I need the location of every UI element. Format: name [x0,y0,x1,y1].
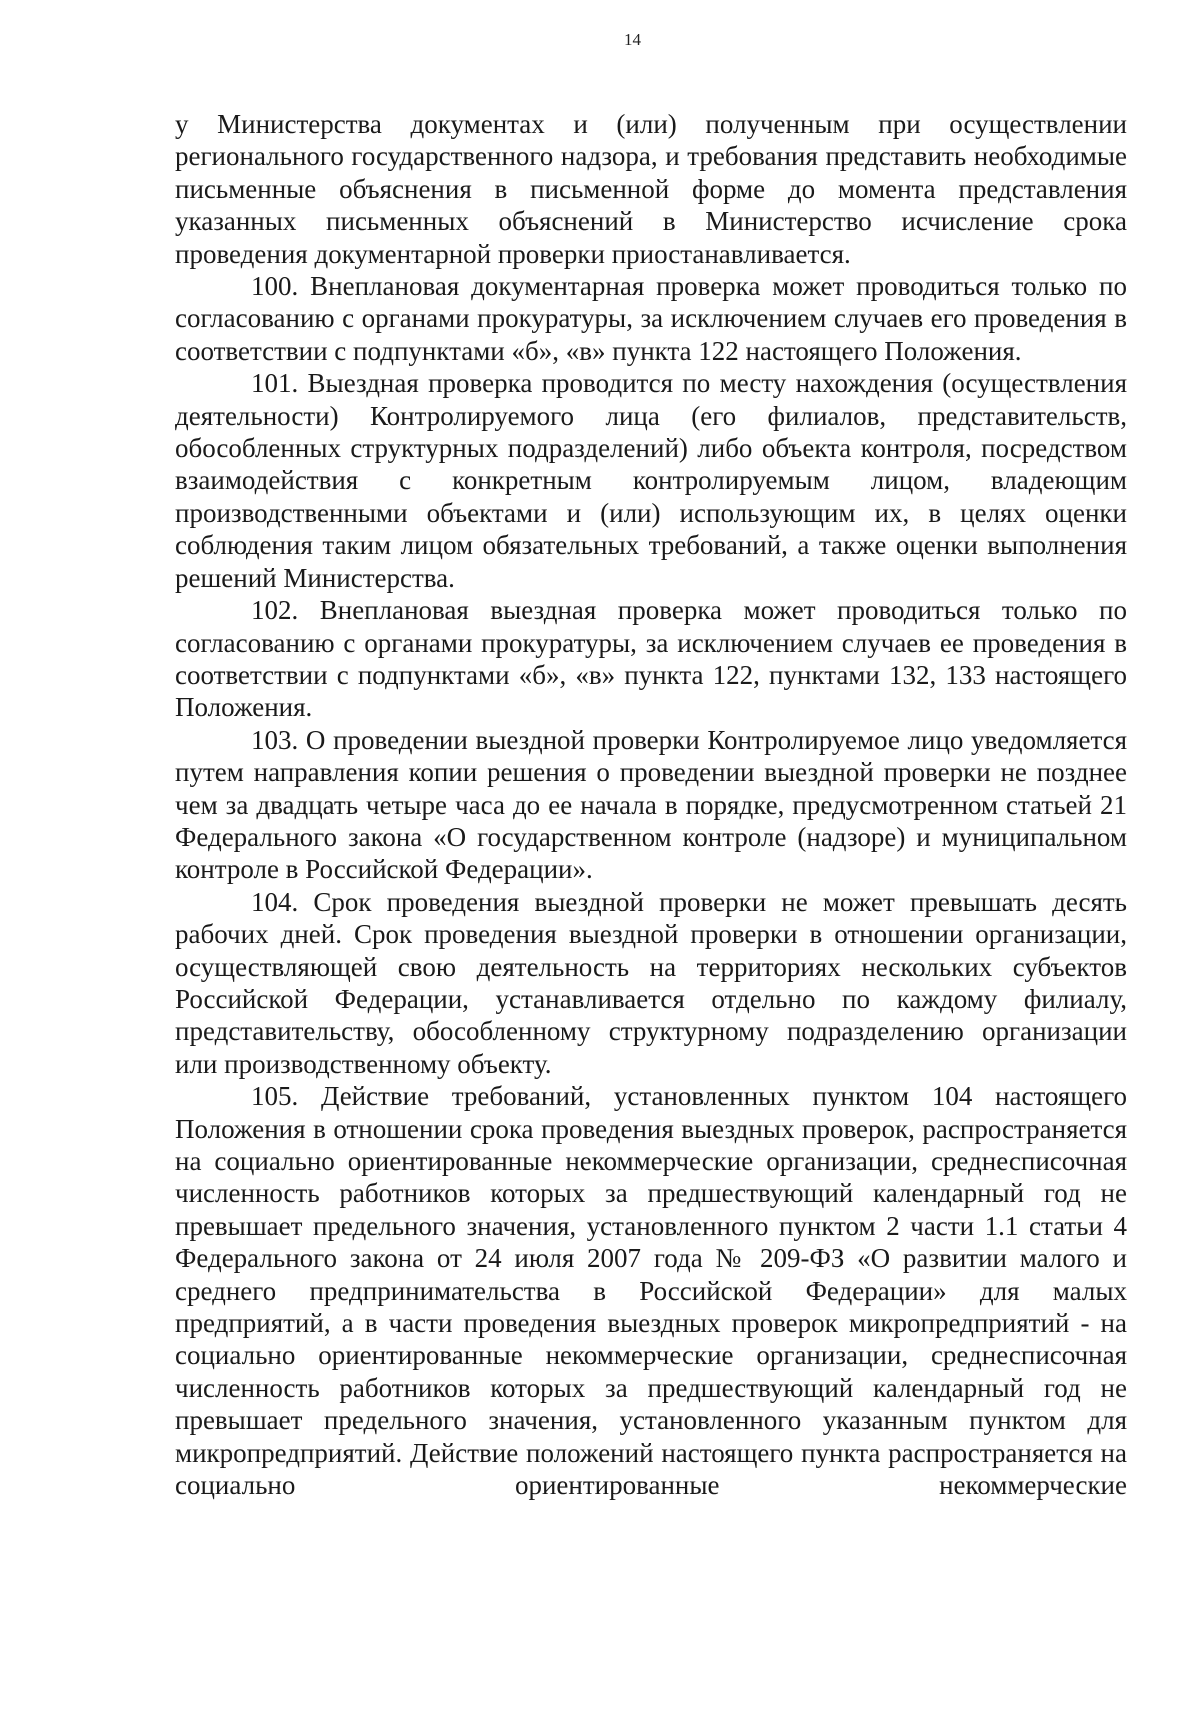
paragraph-104: 104. Срок проведения выездной проверки не может превышать десять рабочих дней. Срок проведения выездной проверки в отношении организации, осуществляющей свою деятельность на территориях нескольких субъектов Российской Федерации, устанавливается отдельно по каждому филиалу, представительству, обособленному структурному подразделению организации или производственному объекту. [175,886,1127,1079]
paragraph-105: 105. Действие требований, установленных пунктом 104 настоящего Положения в отношении срока проведения выездных проверок, распространяется на социально ориентированные некоммерческие организации, среднесписочная численность работников которых за предшествующий календарный год не превышает предельного значения, установленного пунктом 2 части 1.1 статьи 4 Федерального закона от 24 июля 2007 года № 209-ФЗ «О развитии малого и среднего предпринимательства в Российской Федерации» для малых предприятий, а в части проведения выездных проверок микропредприятий - на социально ориентированные некоммерческие организации, среднесписочная численность работников которых за предшествующий календарный год не превышает предельного значения, установленного указанным пунктом для микропредприятий. Действие положений настоящего пункта распространяется на социально ориентированные некоммерческие [175,1081,1127,1501]
document-body [175,108,1127,1501]
paragraph-102: 102. Внеплановая выездная проверка может проводиться только по согласованию с органами прокуратуры, за исключением случаев ее проведения в соответствии с подпунктами «б», «в» пункта 122, пунктами 132, 133 настоящего Положения. [175,595,1127,723]
paragraph-continuation: у Министерства документах и (или) полученным при осуществлении регионального государственного надзора, и требования представить необходимые письменные объяснения в письменной форме до момента представления указанных письменных объяснений в Министерство исчисление срока проведения документарной проверки приостанавливается. [175,109,1127,269]
page-number: 14 [624,30,641,49]
paragraph-101: 101. Выездная проверка проводится по месту нахождения (осуществления деятельности) Контролируемого лица (его филиалов, представительств, обособленных структурных подразделений) либо объекта контроля, посредством взаимодействия с конкретным контролируемым лицом, владеющим производственными объектами и (или) использующим их, в целях оценки соблюдения таким лицом обязательных требований, а также оценки выполнения решений Министерства. [175,368,1127,593]
paragraph-100: 100. Внеплановая документарная проверка может проводиться только по согласованию с органами прокуратуры, за исключением случаев его проведения в соответствии с подпунктами «б», «в» пункта 122 настоящего Положения. [175,271,1127,366]
paragraph-103: 103. О проведении выездной проверки Контролируемое лицо уведомляется путем направления копии решения о проведении выездной проверки не позднее чем за двадцать четыре часа до ее начала в порядке, предусмотренном статьей 21 Федерального закона «О государственном контроле (надзоре) и муниципальном контроле в Российской Федерации». [175,724,1127,885]
